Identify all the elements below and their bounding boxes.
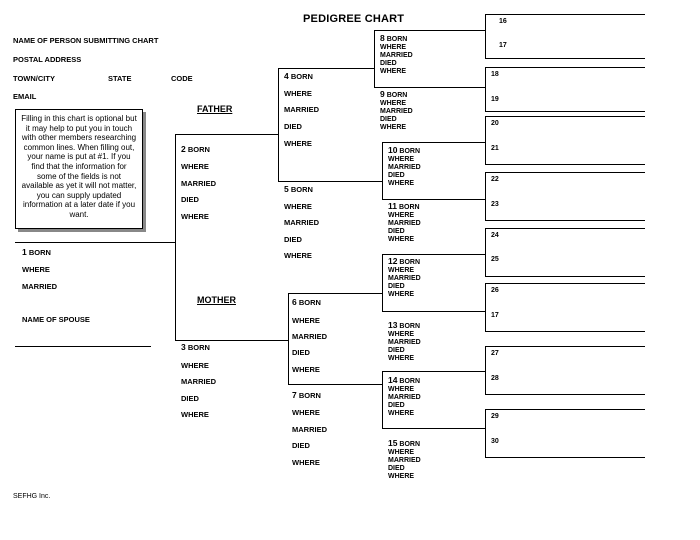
mother-heading: MOTHER: [197, 295, 236, 305]
bracket-11: [485, 172, 486, 220]
bracket-6: [382, 254, 383, 312]
person-1-where: WHERE: [22, 265, 50, 274]
bracket-12: [485, 228, 486, 276]
person-20-line: [485, 116, 645, 117]
person-23-line: [485, 220, 645, 221]
bracket-5: [382, 142, 383, 200]
spouse-label: NAME OF SPOUSE: [22, 315, 90, 324]
person-4-line: [278, 68, 374, 69]
person-4-born: 4 BORN: [284, 71, 313, 81]
bracket-4: [374, 30, 375, 88]
person-29-line: [485, 409, 645, 410]
bracket-14: [485, 346, 486, 394]
person-26-line: [485, 283, 645, 284]
person-9-block: 9 BORN WHERE MARRIED DIED WHERE: [380, 89, 413, 131]
father-heading: FATHER: [197, 104, 233, 114]
bracket-13: [485, 283, 486, 331]
person-3-died: DIED: [181, 394, 199, 403]
person-11-block: 11 BORN WHERE MARRIED DIED WHERE: [388, 201, 421, 243]
person-17-number: 17: [499, 42, 507, 49]
person-1-line: [15, 242, 176, 243]
person-17-line: [485, 58, 645, 59]
person-5-born: 5 BORN: [284, 184, 313, 194]
gen2-bracket-bottom: [288, 293, 289, 385]
bracket-7: [382, 371, 383, 429]
person-18-number: 18: [491, 71, 499, 78]
person-7-died-where: WHERE: [292, 458, 320, 467]
footer-publisher: SEFHG Inc.: [13, 493, 51, 500]
person-16-number: 16: [499, 18, 507, 25]
person-21-number: 21: [491, 145, 499, 152]
person-26b-number: 17: [491, 312, 499, 319]
person-5-where: WHERE: [284, 202, 312, 211]
person-6-died-where: WHERE: [292, 365, 320, 374]
person-28-line: [485, 394, 645, 395]
person-4-died-where: WHERE: [284, 139, 312, 148]
person-20-number: 20: [491, 120, 499, 127]
submitter-name-label: NAME OF PERSON SUBMITTING CHART: [13, 36, 159, 45]
person-6-where: WHERE: [292, 316, 320, 325]
person-8-line: [374, 30, 486, 31]
person-2-married: MARRIED: [181, 179, 216, 188]
person-1-married: MARRIED: [22, 282, 57, 291]
person-23-number: 23: [491, 201, 499, 208]
person-3-born: 3 BORN: [181, 342, 210, 352]
instructions-note: Filling in this chart is optional but it may help to put you in touch with other members researching common lines. When filling out, your name is put at #1. If you find that the information for some of the fields is not available as yet it will not matter, you can supply updated information at a later date if you want.: [15, 109, 143, 229]
bracket-9: [485, 67, 486, 111]
person-7-where: WHERE: [292, 408, 320, 417]
state-label: STATE: [108, 74, 132, 83]
person-3-died-where: WHERE: [181, 410, 209, 419]
gen2-bracket-top: [278, 68, 279, 181]
person-13-line: [382, 311, 486, 312]
person-4-died: DIED: [284, 122, 302, 131]
person-25-number: 25: [491, 256, 499, 263]
person-26-number: 26: [491, 287, 499, 294]
person-7-born: 7 BORN: [292, 390, 321, 400]
person-9-line: [374, 87, 486, 88]
person-24-line: [485, 228, 645, 229]
person-2-where: WHERE: [181, 162, 209, 171]
person-19-line: [485, 111, 645, 112]
spouse-line: [15, 346, 151, 347]
person-29-number: 29: [491, 413, 499, 420]
person-5-died-where: WHERE: [284, 251, 312, 260]
person-15-line: [382, 428, 486, 429]
person-28-number: 28: [491, 375, 499, 382]
person-3-married: MARRIED: [181, 377, 216, 386]
person-26b-line: [485, 331, 645, 332]
bracket-10: [485, 116, 486, 164]
person-2-born: 2 BORN: [181, 144, 210, 154]
person-22-number: 22: [491, 176, 499, 183]
person-14-line: [382, 371, 486, 372]
person-5-died: DIED: [284, 235, 302, 244]
bracket-15: [485, 409, 486, 457]
person-3-where: WHERE: [181, 361, 209, 370]
person-7-married: MARRIED: [292, 425, 327, 434]
person-12-line: [382, 254, 486, 255]
person-12-block: 12 BORN WHERE MARRIED DIED WHERE: [388, 256, 421, 298]
person-19-number: 19: [491, 96, 499, 103]
person-4-married: MARRIED: [284, 105, 319, 114]
person-5-married: MARRIED: [284, 218, 319, 227]
person-2-died: DIED: [181, 195, 199, 204]
person-5-line: [278, 181, 382, 182]
code-label: CODE: [171, 74, 193, 83]
postal-address-label: POSTAL ADDRESS: [13, 55, 82, 64]
person-21-line: [485, 164, 645, 165]
person-11-line: [382, 199, 486, 200]
person-22-line: [485, 172, 645, 173]
person-24-number: 24: [491, 232, 499, 239]
person-3-line: [175, 340, 289, 341]
town-city-label: TOWN/CITY: [13, 74, 55, 83]
person-4-where: WHERE: [284, 89, 312, 98]
person-10-block: 10 BORN WHERE MARRIED DIED WHERE: [388, 145, 421, 187]
person-2-died-where: WHERE: [181, 212, 209, 221]
person-2-line: [175, 134, 279, 135]
person-27-number: 27: [491, 350, 499, 357]
person-6-married: MARRIED: [292, 332, 327, 341]
person-25-line: [485, 276, 645, 277]
person-18-line: [485, 67, 645, 68]
bracket-8: [485, 14, 486, 58]
person-10-line: [382, 142, 486, 143]
person-6-line: [288, 293, 383, 294]
person-30-line: [485, 457, 645, 458]
person-7-died: DIED: [292, 441, 310, 450]
page-title: PEDIGREE CHART: [303, 13, 405, 25]
person-8-block: 8 BORN WHERE MARRIED DIED WHERE: [380, 33, 413, 75]
person-14-block: 14 BORN WHERE MARRIED DIED WHERE: [388, 375, 421, 417]
gen1-bracket: [175, 134, 176, 341]
person-16-line: [485, 14, 645, 15]
person-15-block: 15 BORN WHERE MARRIED DIED WHERE: [388, 438, 421, 480]
person-1-born: 1 BORN: [22, 247, 51, 257]
person-13-block: 13 BORN WHERE MARRIED DIED WHERE: [388, 320, 421, 362]
person-27-line: [485, 346, 645, 347]
person-6-born: 6 BORN: [292, 297, 321, 307]
email-label: EMAIL: [13, 92, 37, 101]
person-6-died: DIED: [292, 348, 310, 357]
person-7-line: [288, 384, 382, 385]
person-30-number: 30: [491, 438, 499, 445]
